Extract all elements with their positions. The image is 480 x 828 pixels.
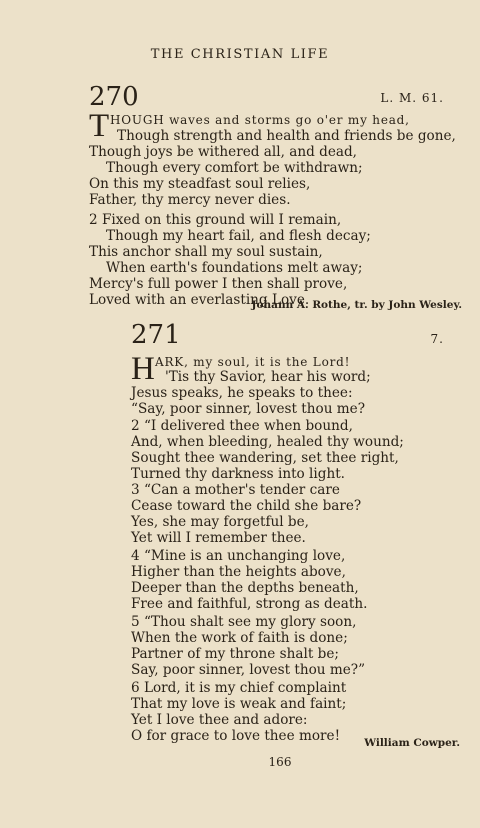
hymn-meter-271: 7.	[430, 332, 444, 346]
hymn-270-line-1: HOUGH waves and storms go o'er my head,	[110, 113, 410, 127]
hymn-271-line: Yet will I remember thee.	[131, 530, 306, 546]
page-number: 166	[268, 755, 292, 769]
hymn-270-line: Though my heart fail, and flesh decay;	[106, 228, 371, 244]
hymn-271-line: Free and faithful, strong as death.	[131, 596, 368, 612]
hymn-271-line: Yes, she may forgetful be,	[131, 514, 309, 530]
hymn-271-line: Deeper than the depths beneath,	[131, 580, 359, 596]
hymn-270-line: When earth's foundations melt away;	[106, 260, 363, 276]
hymn-271-line: 6 Lord, it is my chief complaint	[131, 680, 347, 696]
hymn-270-line: Mercy's full power I then shall prove,	[89, 276, 348, 292]
hymn-271-line: 2 “I delivered thee when bound,	[131, 418, 353, 434]
hymn-270-line: Though strength and health and friends be gone,	[117, 128, 456, 144]
hymn-meter-270: L. M. 61.	[380, 91, 444, 105]
hymn-271-line: That my love is weak and faint;	[131, 696, 347, 712]
hymn-271-line: Turned thy darkness into light.	[131, 466, 345, 482]
dropcap-271: H	[131, 351, 155, 387]
hymn-271-line: Cease toward the child she bare?	[131, 498, 362, 514]
hymn-271-line: Sought thee wandering, set thee right,	[131, 450, 399, 466]
hymn-271-line: Jesus speaks, he speaks to thee:	[131, 385, 353, 401]
hymn-270-line: This anchor shall my soul sustain,	[89, 244, 323, 260]
hymn-271-line: “Say, poor sinner, lovest thou me?	[131, 401, 366, 417]
hymn-271-line: 3 “Can a mother's tender care	[131, 482, 340, 498]
hymn-271-line: When the work of faith is done;	[131, 630, 348, 646]
hymn-270-line: Though joys be withered all, and dead,	[89, 144, 357, 160]
hymn-271-attribution: William Cowper.	[364, 737, 460, 749]
hymn-271-line: Say, poor sinner, lovest thou me?”	[131, 662, 366, 678]
hymn-270-line: On this my steadfast soul relies,	[89, 176, 311, 192]
hymn-271-line: And, when bleeding, healed thy wound;	[131, 434, 404, 450]
hymn-271-line: O for grace to love thee more!	[131, 728, 341, 744]
hymn-270-attribution: Johann A. Rothe, tr. by John Wesley.	[251, 299, 462, 311]
hymn-271-line: 4 “Mine is an unchanging love,	[131, 548, 346, 564]
hymn-271-line: 'Tis thy Savior, hear his word;	[165, 369, 371, 385]
hymn-271-line: Partner of my throne shalt be;	[131, 646, 339, 662]
hymn-271-line: 5 “Thou shalt see my glory soon,	[131, 614, 357, 630]
hymn-271-line: Higher than the heights above,	[131, 564, 346, 580]
dropcap-270: T	[89, 108, 110, 144]
hymn-270-line: 2 Fixed on this ground will I remain,	[89, 212, 342, 228]
hymn-270-line: Though every comfort be withdrawn;	[106, 160, 363, 176]
hymn-271-line-1: ARK, my soul, it is the Lord!	[155, 355, 351, 369]
running-head: THE CHRISTIAN LIFE	[150, 47, 330, 62]
hymn-270-line: Loved with an everlasting Love.	[89, 292, 310, 308]
hymn-270-line: Father, thy mercy never dies.	[89, 192, 291, 208]
hymn-number-271: 271	[131, 320, 181, 350]
hymn-number-270: 270	[89, 82, 139, 112]
hymn-271-line: Yet I love thee and adore:	[131, 712, 308, 728]
